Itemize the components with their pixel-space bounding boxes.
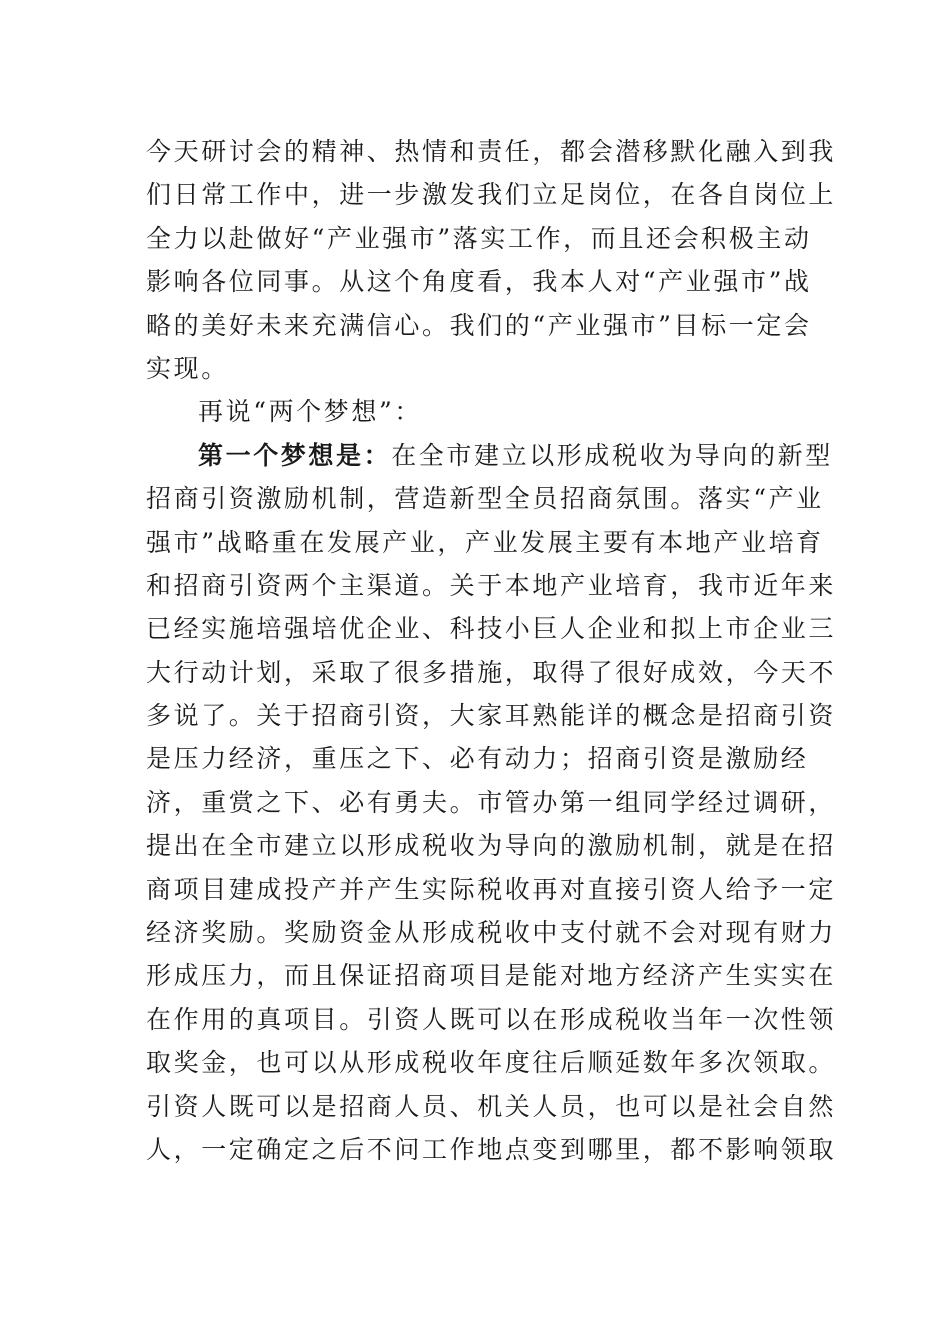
text-line: 招商引资激励机制，营造新型全员招商氛围。落实“产业 [146, 484, 824, 514]
text-line: 经济奖励。奖励资金从形成税收中支付就不会对现有财力 [146, 918, 837, 948]
text-line: 略的美好未来充满信心。我们的“产业强市”目标一定会 [146, 310, 812, 340]
text-line: 取奖金，也可以从形成税收年度往后顺延数年多次领取。 [146, 1048, 837, 1078]
text-line: 形成压力，而且保证招商项目是能对地方经济产生实实在 [146, 961, 837, 991]
text-line: 今天研讨会的精神、热情和责任，都会潜移默化融入到我 [146, 137, 837, 166]
text-line: 在作用的真项目。引资人既可以在形成税收当年一次性领 [146, 1004, 837, 1034]
paragraph-first-dream [146, 434, 837, 1172]
text-line: 引资人既可以是招商人员、机关人员，也可以是社会自然 [146, 1091, 837, 1121]
text-line: 商项目建成投产并产生实际税收再对直接引资人给予一定 [146, 874, 837, 904]
paragraph-confidence [146, 130, 837, 390]
text-line: 济，重赏之下、必有勇夫。市管办第一组同学经过调研， [146, 787, 837, 817]
text-line: 全力以赴做好“产业强市”落实工作，而且还会积极主动 [146, 223, 812, 253]
text-line: 人，一定确定之后不问工作地点变到哪里，都不影响领取 [146, 1134, 837, 1164]
first-dream-text: 在全市建立以形成税收为导向的新型 [391, 440, 833, 470]
text-line [146, 434, 833, 477]
text-line: 已经实施培强培优企业、科技小巨人企业和拟上市企业三 [146, 614, 837, 644]
text-line: 大行动计划，采取了很多措施，取得了很好成效，今天不 [146, 657, 837, 687]
text-line: 多说了。关于招商引资，大家耳熟能详的概念是招商引资 [146, 701, 837, 731]
text-line: 和招商引资两个主渠道。关于本地产业培育，我市近年来 [146, 570, 837, 600]
text-line: 们日常工作中，进一步激发我们立足岗位，在各自岗位上 [146, 180, 837, 210]
document-body [146, 130, 837, 1171]
paragraph-two-dreams-intro [146, 390, 808, 433]
text-line: 实现。 [146, 353, 229, 383]
text-line: 影响各位同事。从这个角度看，我本人对“产业强市”战 [146, 267, 812, 297]
text-line: 再说“两个梦想”： [198, 397, 422, 427]
text-line: 提出在全市建立以形成税收为导向的激励机制，就是在招 [146, 831, 837, 861]
first-dream-heading: 第一个梦想是： [198, 440, 392, 470]
text-line: 是压力经济，重压之下、必有动力；招商引资是激励经 [146, 744, 809, 774]
text-line: 强市”战略重在发展产业，产业发展主要有本地产业培育 [146, 527, 824, 557]
